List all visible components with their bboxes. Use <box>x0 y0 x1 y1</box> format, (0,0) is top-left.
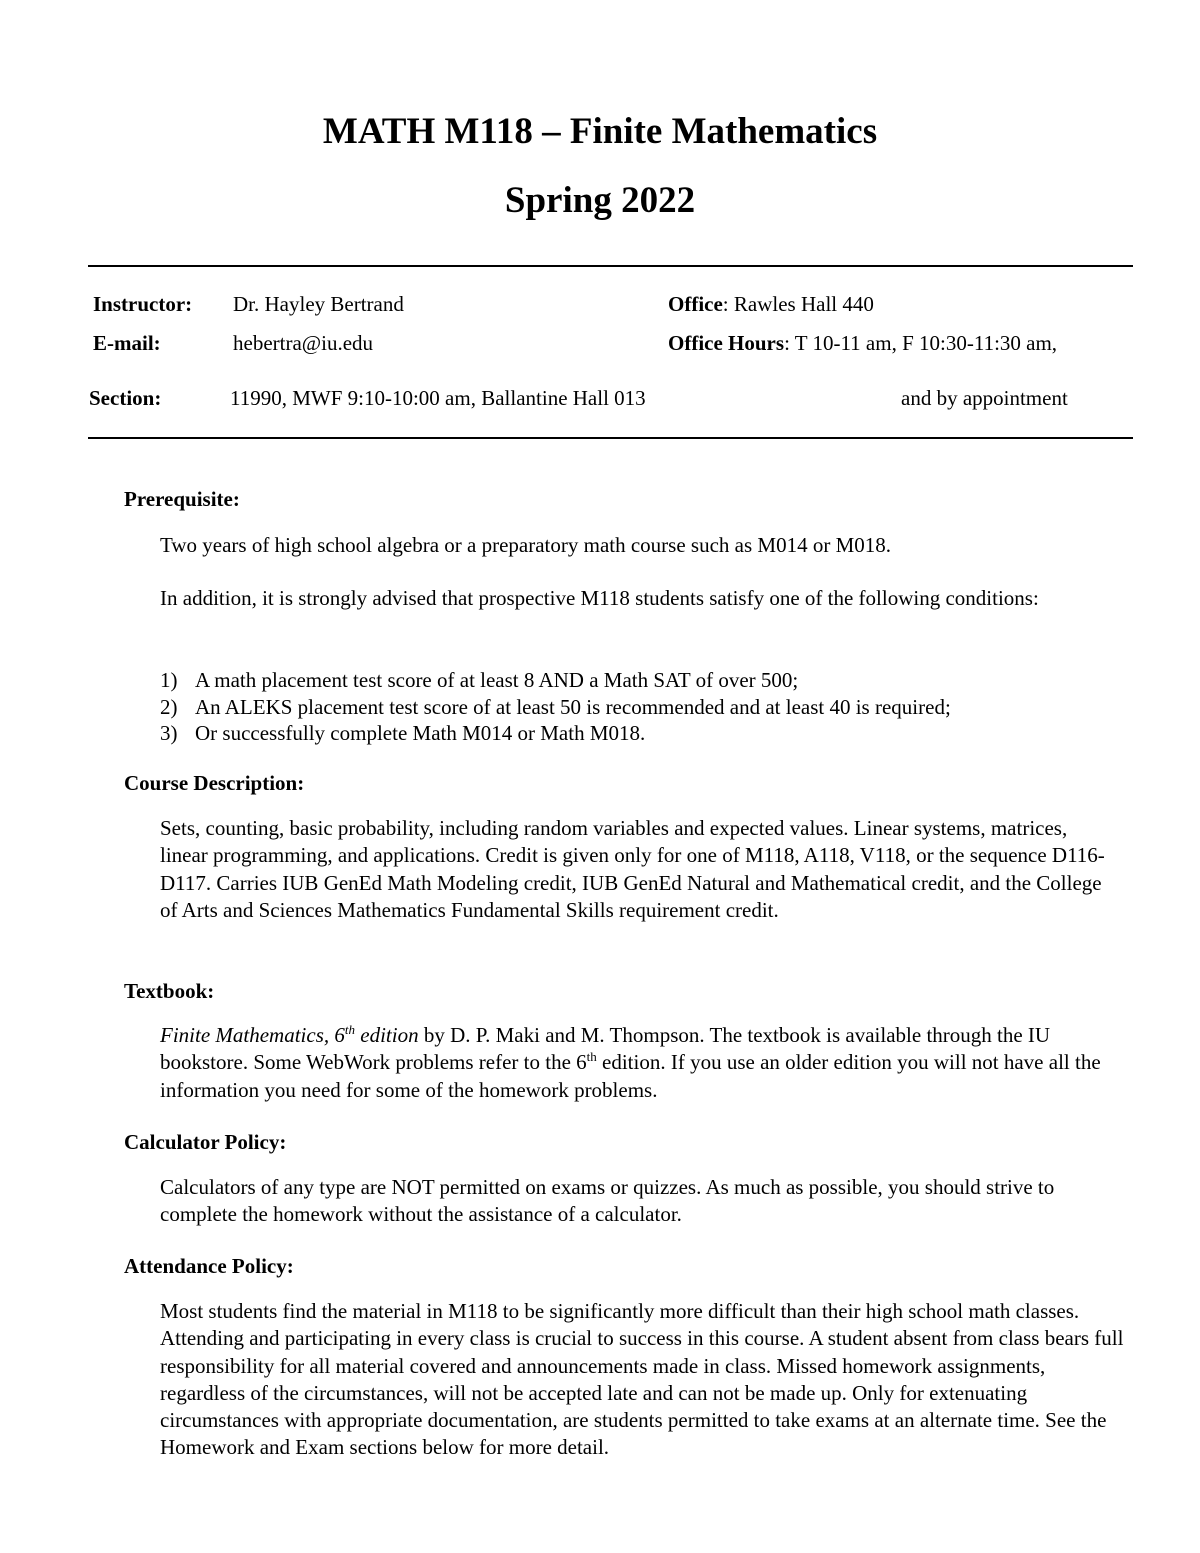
office-label: Office <box>668 292 723 316</box>
office-hours-label: Office Hours <box>668 331 785 355</box>
course-term: Spring 2022 <box>504 180 696 221</box>
textbook-heading: Textbook: <box>124 979 215 1003</box>
prerequisite-advice: In addition, it is strongly advised that prospective M118 students satisfy one of the following conditions: <box>160 586 1039 610</box>
email-label: E-mail: <box>93 331 161 355</box>
email-value[interactable]: hebertra@iu.edu <box>233 331 374 355</box>
attendance-policy-heading: Attendance Policy: <box>124 1254 294 1278</box>
top-divider <box>88 265 1133 267</box>
office-hours-appointment: and by appointment <box>901 386 1068 410</box>
section-value: 11990, MWF 9:10-10:00 am, Ballantine Hall 013 <box>230 386 646 410</box>
textbook-title: Finite Mathematics, 6th edition <box>160 1022 419 1047</box>
office-hours-value: : T 10-11 am, F 10:30-11:30 am, <box>784 331 1058 355</box>
textbook-text: Finite Mathematics, 6th edition by D. P. Maki and M. Thompson. The textbook is available through the IU bookstore. Some WebWork problems refer to the 6th edition. If you use an older edition you will not have all the information you need for some of the homework problems. <box>160 1022 1101 1102</box>
section-label: Section: <box>89 386 162 410</box>
course-description-heading: Course Description: <box>124 771 305 795</box>
calculator-policy-heading: Calculator Policy: <box>124 1130 287 1154</box>
list-item: 2) An ALEKS placement test score of at least 50 is recommended and at least 40 is required; <box>160 694 951 719</box>
attendance-policy-text: Most students find the material in M118 to be significantly more difficult than their high school math classes. Attending and participating in every class is crucial to success in this course. A student absent from class bears full responsibility for all material covered and announcements made in class. Missed homework assignments, regardless of the circumstances, will not be accepted late and can not be made up. Only for extenuating circumstances with appropriate documentation, are students permitted to take exams at an alternate time. See the Homework and Exam sections below for more detail. <box>160 1299 1124 1460</box>
office-hours-line <box>668 333 1057 354</box>
prerequisite-conditions-list <box>160 667 951 747</box>
instructor-label: Instructor: <box>93 292 193 316</box>
bottom-divider <box>88 437 1133 439</box>
office-value: : Rawles Hall 440 <box>722 292 874 316</box>
calculator-policy-text: Calculators of any type are NOT permitted on exams or quizzes. As much as possible, you should strive to complete the homework without the assistance of a calculator. <box>160 1175 1055 1227</box>
prerequisite-text: Two years of high school algebra or a preparatory math course such as M014 or M018. <box>160 533 891 557</box>
course-title: MATH M118 – Finite Mathematics <box>322 111 878 152</box>
prerequisite-heading: Prerequisite: <box>124 487 240 511</box>
instructor-value: Dr. Hayley Bertrand <box>233 292 404 316</box>
list-item: 1) A math placement test score of at least 8 AND a Math SAT of over 500; <box>160 668 799 692</box>
list-item: 3) Or successfully complete Math M014 or Math M018. <box>160 721 646 745</box>
office-line <box>668 294 874 315</box>
course-description-text: Sets, counting, basic probability, including random variables and expected values. Linear systems, matrices, linear programming, and applications. Credit is given only for one of M118, A118, V118, or the sequence D116-D117. Carries IUB GenEd Math Modeling credit, IUB GenEd Natural and Mathematical credit, and the College of Arts and Sciences Mathematics Fundamental Skills requirement credit. <box>160 816 1105 922</box>
